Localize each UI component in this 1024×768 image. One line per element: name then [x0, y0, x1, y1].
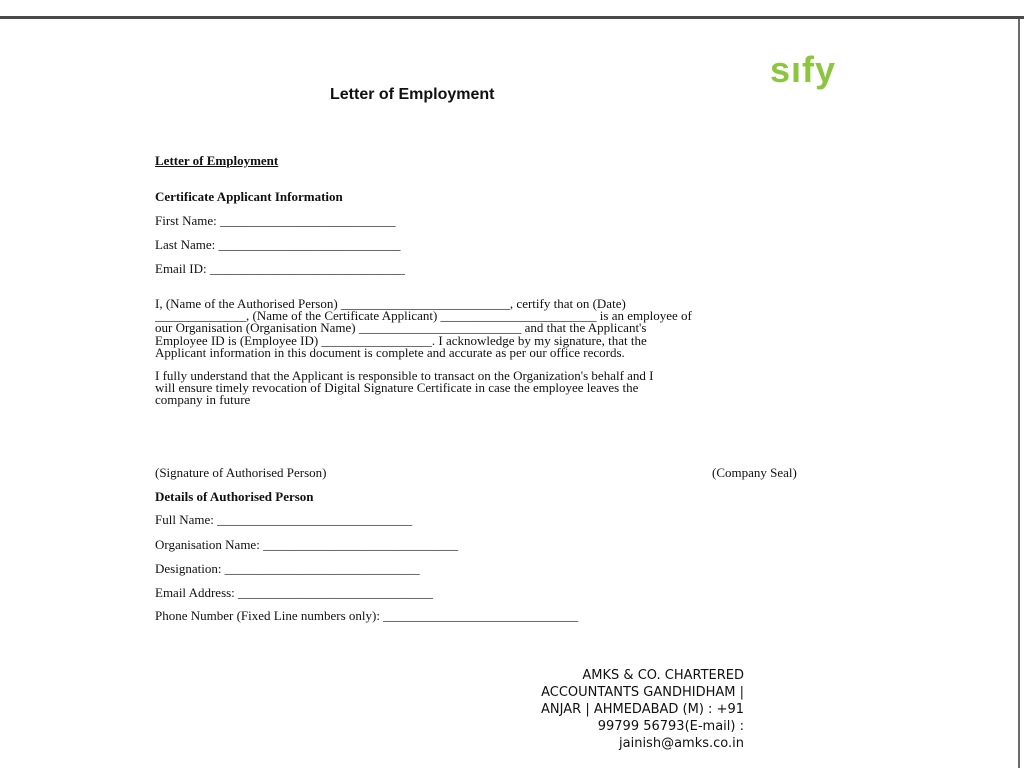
page-edge	[1018, 19, 1020, 768]
signature-label: (Signature of Authorised Person)	[155, 465, 327, 480]
footer-line: AMKS & CO. CHARTERED	[582, 668, 744, 683]
logo-text: sıfy	[770, 49, 837, 90]
paragraph-line: Applicant information in this document is complete and accurate as per our office records.	[155, 344, 625, 360]
paragraph-line: I, (Name of the Authorised Person) __________________________, certify that on (Date)	[155, 296, 626, 311]
letter-heading: Letter of Employment	[155, 153, 279, 168]
footer-line: ANJAR | AHMEDABAD (M) : +91	[541, 702, 744, 717]
footer-contact	[510, 667, 744, 752]
paragraph-line: will ensure timely revocation of Digital Signature Certificate in case the employee leaves the	[155, 380, 639, 396]
top-bar	[0, 0, 1024, 19]
phone-number-field: Phone Number (Fixed Line numbers only): ______________________________	[155, 608, 579, 623]
paragraph-line: I fully understand that the Applicant is responsible to transact on the Organization's behalf and I	[155, 368, 654, 383]
last-name-field: Last Name: ____________________________	[155, 237, 401, 252]
footer-line: 99799 56793(E-mail) :	[597, 719, 744, 734]
paragraph-line: company in future	[155, 392, 251, 408]
email-address-field: Email Address: ______________________________	[155, 585, 434, 600]
footer-line: jainish@amks.co.in	[619, 736, 744, 751]
company-seal-label: (Company Seal)	[712, 465, 797, 480]
designation-field: Designation: ______________________________	[155, 561, 420, 576]
applicant-section-heading: Certificate Applicant Information	[155, 189, 343, 204]
footer-line: ACCOUNTANTS GANDHIDHAM |	[541, 685, 744, 700]
sify-logo	[770, 49, 837, 90]
document-title: Letter of Employment	[330, 86, 495, 103]
details-section-heading: Details of Authorised Person	[155, 489, 314, 504]
certification-paragraph	[155, 298, 692, 359]
organisation-name-field: Organisation Name: ______________________________	[155, 537, 459, 552]
responsibility-paragraph	[155, 370, 654, 407]
full-name-field: Full Name: ______________________________	[155, 512, 413, 527]
first-name-field: First Name: ___________________________	[155, 213, 396, 228]
email-id-field: Email ID: ______________________________	[155, 261, 405, 276]
paragraph-line: our Organisation (Organisation Name) _________________________ and that the Applicant's	[155, 320, 647, 336]
paragraph-line: Employee ID is (Employee ID) _________________. I acknowledge by my signature, that the	[155, 332, 647, 348]
paragraph-line: ______________, (Name of the Certificate Applicant) ________________________ is an employee of	[155, 308, 692, 324]
